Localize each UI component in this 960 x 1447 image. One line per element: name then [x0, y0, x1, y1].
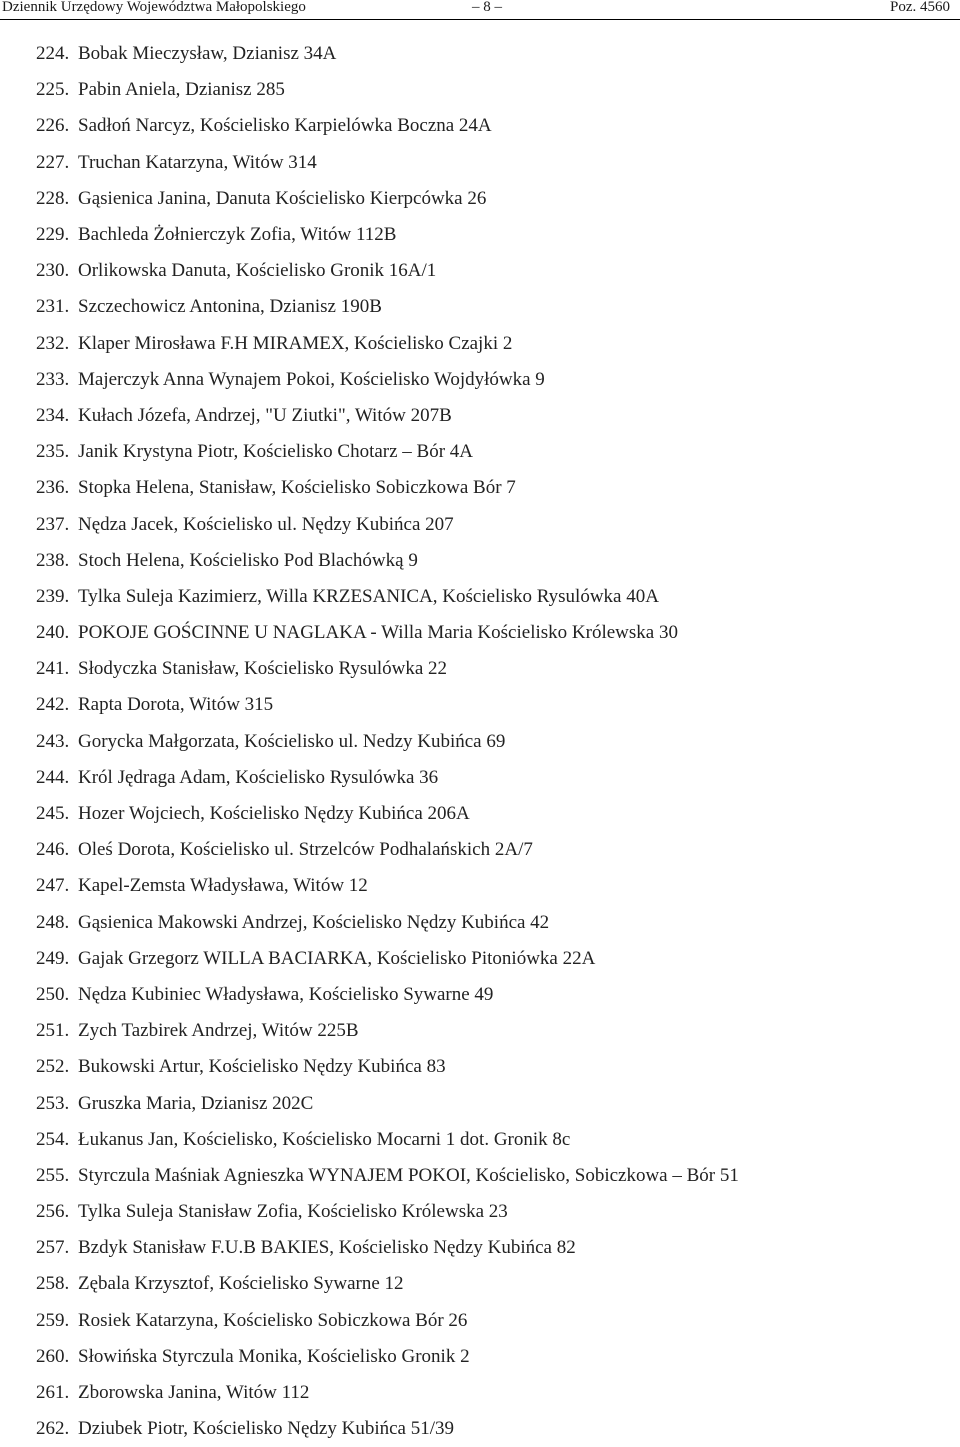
entry-number: 249.: [36, 947, 70, 969]
list-item: [36, 724, 946, 760]
header-divider: [0, 19, 960, 20]
entry-text: Zych Tazbirek Andrzej, Witów 225B: [78, 1020, 359, 1042]
entry-number: 235.: [36, 441, 70, 463]
list-item: [36, 941, 946, 977]
entry-text: Stoch Helena, Kościelisko Pod Blachówką 9: [78, 549, 418, 571]
entry-number: 261.: [36, 1382, 70, 1404]
entry-number: 241.: [36, 658, 70, 680]
entry-number: 244.: [36, 766, 70, 788]
list-item: [36, 145, 946, 181]
entry-number: 236.: [36, 477, 70, 499]
list-item: [36, 36, 946, 72]
list-item: [36, 362, 946, 398]
entry-number: 260.: [36, 1345, 70, 1367]
page-header: [0, 0, 960, 20]
entry-text: Gruszka Maria, Dzianisz 202C: [78, 1092, 314, 1114]
list-item: [36, 579, 946, 615]
entry-text: Król Jędraga Adam, Kościelisko Rysulówka 36: [78, 766, 439, 788]
list-item: [36, 1266, 946, 1302]
entry-text: Tylka Suleja Kazimierz, Willa KRZESANICA, Kościelisko Rysulówka 40A: [78, 585, 659, 607]
list-item: [36, 1339, 946, 1375]
entry-text: Nędza Jacek, Kościelisko ul. Nędzy Kubińca 207: [78, 513, 454, 535]
entry-text: Zborowska Janina, Witów 112: [78, 1382, 310, 1404]
entry-text: Gajak Grzegorz WILLA BACIARKA, Kościelisko Pitoniówka 22A: [78, 947, 596, 969]
entry-number: 251.: [36, 1020, 70, 1042]
entry-text: Gorycka Małgorzata, Kościelisko ul. Nedzy Kubińca 69: [78, 730, 506, 752]
entry-text: Oleś Dorota, Kościelisko ul. Strzelców Podhalańskich 2A/7: [78, 839, 533, 861]
entry-text: Janik Krystyna Piotr, Kościelisko Chotarz – Bór 4A: [78, 441, 474, 463]
entry-text: Nędza Kubiniec Władysława, Kościelisko Sywarne 49: [78, 983, 494, 1005]
entry-text: Pabin Aniela, Dzianisz 285: [78, 79, 285, 101]
entry-number: 248.: [36, 911, 70, 933]
entry-text: Stopka Helena, Stanisław, Kościelisko Sobiczkowa Bór 7: [78, 477, 516, 499]
entry-text: Bzdyk Stanisław F.U.B BAKIES, Kościelisko Nędzy Kubińca 82: [78, 1237, 576, 1259]
entry-number: 250.: [36, 983, 70, 1005]
list-item: [36, 796, 946, 832]
list-item: [36, 289, 946, 325]
entry-text: Kułach Józefa, Andrzej, "U Ziutki", Witów 207B: [78, 404, 452, 426]
entry-text: Gąsienica Makowski Andrzej, Kościelisko Nędzy Kubińca 42: [78, 911, 550, 933]
entry-text: Rosiek Katarzyna, Kościelisko Sobiczkowa Bór 26: [78, 1309, 468, 1331]
entry-text: Bachleda Żołnierczyk Zofia, Witów 112B: [78, 224, 397, 246]
entry-number: 239.: [36, 585, 70, 607]
journal-title: Dziennik Urzędowy Województwa Małopolskiego: [2, 0, 306, 15]
list-item: [36, 217, 946, 253]
entry-number: 237.: [36, 513, 70, 535]
list-item: [36, 470, 946, 506]
entry-text: Bukowski Artur, Kościelisko Nędzy Kubińca 83: [78, 1056, 446, 1078]
list-item: [36, 1122, 946, 1158]
entry-number: 245.: [36, 803, 70, 825]
entry-text: Kapel-Zemsta Władysława, Witów 12: [78, 875, 368, 897]
list-item: [36, 434, 946, 470]
list-item: [36, 543, 946, 579]
list-item: [36, 905, 946, 941]
list-item: [36, 1049, 946, 1085]
position-number: Poz. 4560: [890, 0, 950, 15]
entry-number: 232.: [36, 332, 70, 354]
entry-number: 253.: [36, 1092, 70, 1114]
list-item: [36, 1013, 946, 1049]
entry-number: 225.: [36, 79, 70, 101]
entry-text: Rapta Dorota, Witów 315: [78, 694, 274, 716]
entry-text: Gąsienica Janina, Danuta Kościelisko Kierpcówka 26: [78, 187, 487, 209]
entry-text: Klaper Mirosława F.H MIRAMEX, Kościelisko Czajki 2: [78, 332, 513, 354]
entry-number: 240.: [36, 622, 70, 644]
entry-text: Truchan Katarzyna, Witów 314: [78, 151, 317, 173]
entry-text: Majerczyk Anna Wynajem Pokoi, Kościelisko Wojdyłówka 9: [78, 368, 545, 390]
list-item: [36, 1194, 946, 1230]
list-item: [36, 1085, 946, 1121]
list-item: [36, 760, 946, 796]
entry-number: 243.: [36, 730, 70, 752]
entry-number: 231.: [36, 296, 70, 318]
list-item: [36, 977, 946, 1013]
entry-number: 230.: [36, 260, 70, 282]
list-item: [36, 868, 946, 904]
entry-text: POKOJE GOŚCINNE U NAGLAKA - Willa Maria Kościelisko Królewska 30: [78, 622, 678, 644]
entry-number: 224.: [36, 43, 70, 65]
list-item: [36, 1411, 946, 1447]
page-number: – 8 –: [472, 0, 502, 15]
list-item: [36, 687, 946, 723]
list-item: [36, 506, 946, 542]
entry-text: Łukanus Jan, Kościelisko, Kościelisko Mocarni 1 dot. Gronik 8c: [78, 1128, 571, 1150]
entry-number: 234.: [36, 404, 70, 426]
entry-number: 242.: [36, 694, 70, 716]
list-item: [36, 1158, 946, 1194]
entry-number: 247.: [36, 875, 70, 897]
entry-number: 226.: [36, 115, 70, 137]
list-item: [36, 1303, 946, 1339]
entry-text: Zębala Krzysztof, Kościelisko Sywarne 12: [78, 1273, 404, 1295]
entry-number: 259.: [36, 1309, 70, 1331]
entry-number: 256.: [36, 1201, 70, 1223]
list-item: [36, 181, 946, 217]
list-item: [36, 832, 946, 868]
entry-number: 255.: [36, 1164, 70, 1186]
list-item: [36, 326, 946, 362]
entry-number: 252.: [36, 1056, 70, 1078]
entry-text: Orlikowska Danuta, Kościelisko Gronik 16A/1: [78, 260, 437, 282]
entry-text: Słodyczka Stanisław, Kościelisko Rysulówka 22: [78, 658, 447, 680]
entry-text: Dziubek Piotr, Kościelisko Nędzy Kubińca 51/39: [78, 1418, 455, 1440]
entry-number: 229.: [36, 224, 70, 246]
list-item: [36, 1375, 946, 1411]
entry-number: 238.: [36, 549, 70, 571]
list-item: [36, 615, 946, 651]
entry-text: Słowińska Styrczula Monika, Kościelisko Gronik 2: [78, 1345, 470, 1367]
entry-number: 227.: [36, 151, 70, 173]
list-item: [36, 108, 946, 144]
entry-text: Tylka Suleja Stanisław Zofia, Kościelisko Królewska 23: [78, 1201, 508, 1223]
list-item: [36, 1230, 946, 1266]
entry-text: Bobak Mieczysław, Dzianisz 34A: [78, 43, 337, 65]
entry-list: [36, 36, 946, 1447]
entry-text: Sadłoń Narcyz, Kościelisko Karpielówka Boczna 24A: [78, 115, 492, 137]
entry-number: 257.: [36, 1237, 70, 1259]
entry-number: 228.: [36, 187, 70, 209]
entry-text: Hozer Wojciech, Kościelisko Nędzy Kubińca 206A: [78, 803, 470, 825]
entry-number: 262.: [36, 1418, 70, 1440]
entry-number: 254.: [36, 1128, 70, 1150]
list-item: [36, 398, 946, 434]
list-item: [36, 253, 946, 289]
list-item: [36, 72, 946, 108]
list-item: [36, 651, 946, 687]
entry-number: 246.: [36, 839, 70, 861]
entry-text: Szczechowicz Antonina, Dzianisz 190B: [78, 296, 382, 318]
entry-text: Styrczula Maśniak Agnieszka WYNAJEM POKOI, Kościelisko, Sobiczkowa – Bór 51: [78, 1164, 739, 1186]
entry-number: 258.: [36, 1273, 70, 1295]
entry-number: 233.: [36, 368, 70, 390]
